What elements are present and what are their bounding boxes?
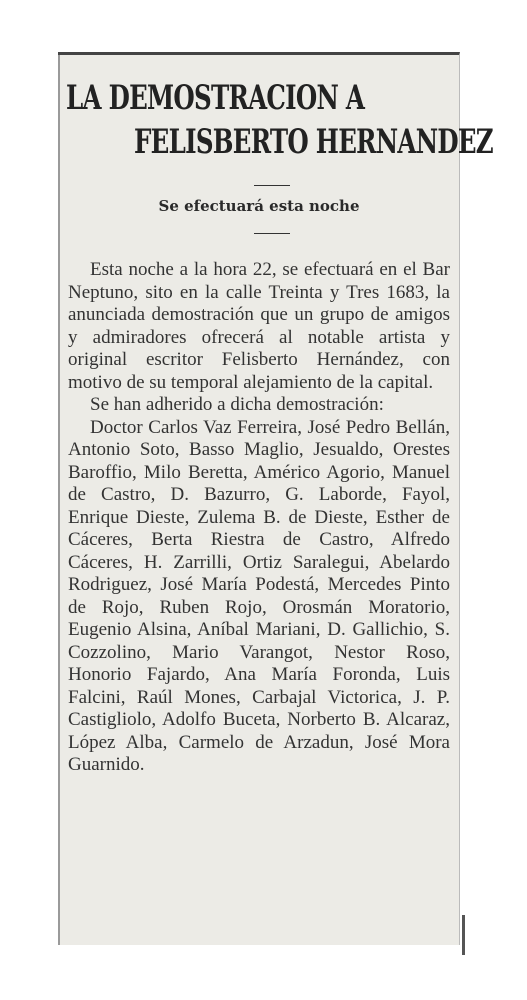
paragraph-announcement: Esta noche a la hora 22, se efectuará en el Bar Neptuno, sito en la calle Treinta y Tres 1683, la anunciada demostración que un grupo de amigos y admiradores ofrecerá al notable artista y original escritor Felisberto Hernández, con motivo de su temporal alejamiento de la capital. [68,259,450,393]
article-body [68,259,450,777]
paragraph-adherents-list: Doctor Carlos Vaz Ferreira, José Pedro Bellán, Antonio Soto, Basso Maglio, Jesualdo, Orestes Baroffio, Milo Beretta, Américo Agorio, Manuel de Castro, D. Bazurro, G. Laborde, Fayol, Enrique Dieste, Zulema B. de Dieste, Esther de Cáceres, Berta Riestra de Castro, Alfredo Cáceres, H. Zarrilli, Ortiz Saralegui, Abelardo Rodriguez, José María Podestá, Mercedes Pinto de Rojo, Ruben Rojo, Orosmán Moratorio, Eugenio Alsina, Aníbal Mariani, D. Gallichio, S. Cozzolino, Mario Varangot, Nestor Roso, Honorio Fajardo, Ana María Foronda, Luis Falcini, Raúl Mones, Carbajal Victorica, J. P. Castigliolo, Adolfo Buceta, Norberto B. Alcaraz, López Alba, Carmelo de Arzadun, José Mora Guarnido. [68,416,450,775]
headline-line-2: FELISBERTO HERNANDEZ [134,122,493,162]
right-edge-mark [462,915,465,955]
newspaper-clipping [58,52,493,945]
subheadline: Se efectuará esta noche [158,197,360,215]
headline-line-1: LA DEMOSTRACION A [66,78,365,118]
headline-divider-bottom [254,233,290,234]
paragraph-adherents-intro: Se han adherido a dicha demostración: [90,394,384,415]
headline-divider-top [254,185,290,186]
left-column-rule [58,55,60,945]
